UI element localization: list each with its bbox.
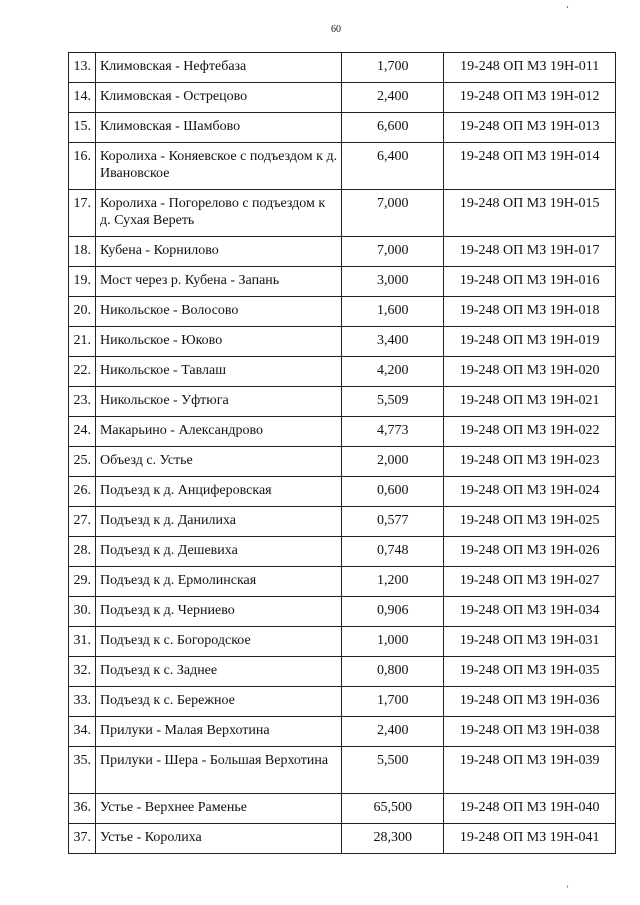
road-name: Мост через р. Кубена - Запань bbox=[95, 267, 341, 297]
road-name: Подъезд к с. Бережное bbox=[95, 687, 341, 717]
road-name: Прилуки - Шера - Большая Верхотина bbox=[95, 747, 341, 794]
road-length: 2,400 bbox=[342, 717, 444, 747]
row-number: 27. bbox=[69, 507, 96, 537]
road-code: 19-248 ОП МЗ 19Н-015 bbox=[444, 190, 616, 237]
row-number: 13. bbox=[69, 53, 96, 83]
road-name: Никольское - Волосово bbox=[95, 297, 341, 327]
road-name: Подъезд к д. Ермолинская bbox=[95, 567, 341, 597]
row-number: 30. bbox=[69, 597, 96, 627]
road-length: 1,600 bbox=[342, 297, 444, 327]
row-number: 19. bbox=[69, 267, 96, 297]
road-length: 0,600 bbox=[342, 477, 444, 507]
row-number: 16. bbox=[69, 143, 96, 190]
table-row bbox=[69, 597, 616, 627]
road-name: Никольское - Тавлаш bbox=[95, 357, 341, 387]
road-length: 0,800 bbox=[342, 657, 444, 687]
road-length: 6,600 bbox=[342, 113, 444, 143]
road-length: 3,000 bbox=[342, 267, 444, 297]
row-number: 29. bbox=[69, 567, 96, 597]
road-name: Подъезд к д. Данилиха bbox=[95, 507, 341, 537]
road-code: 19-248 ОП МЗ 19Н-031 bbox=[444, 627, 616, 657]
road-name: Устье - Королиха bbox=[95, 824, 341, 854]
row-number: 22. bbox=[69, 357, 96, 387]
row-number: 24. bbox=[69, 417, 96, 447]
table-row bbox=[69, 657, 616, 687]
row-number: 31. bbox=[69, 627, 96, 657]
table-row bbox=[69, 747, 616, 794]
road-code: 19-248 ОП МЗ 19Н-021 bbox=[444, 387, 616, 417]
table-row bbox=[69, 567, 616, 597]
road-length: 65,500 bbox=[342, 794, 444, 824]
road-code: 19-248 ОП МЗ 19Н-023 bbox=[444, 447, 616, 477]
road-name: Климовская - Шамбово bbox=[95, 113, 341, 143]
road-code: 19-248 ОП МЗ 19Н-040 bbox=[444, 794, 616, 824]
table-row bbox=[69, 83, 616, 113]
row-number: 23. bbox=[69, 387, 96, 417]
road-code: 19-248 ОП МЗ 19Н-018 bbox=[444, 297, 616, 327]
road-name: Подъезд к с. Богородское bbox=[95, 627, 341, 657]
road-code: 19-248 ОП МЗ 19Н-027 bbox=[444, 567, 616, 597]
road-name: Подъезд к д. Черниево bbox=[95, 597, 341, 627]
table-row bbox=[69, 794, 616, 824]
road-length: 0,906 bbox=[342, 597, 444, 627]
road-code: 19-248 ОП МЗ 19Н-039 bbox=[444, 747, 616, 794]
road-name: Королиха - Погорелово с подъездом к д. Сухая Вереть bbox=[95, 190, 341, 237]
road-code: 19-248 ОП МЗ 19Н-041 bbox=[444, 824, 616, 854]
row-number: 20. bbox=[69, 297, 96, 327]
roads-table-body bbox=[69, 53, 616, 854]
road-name: Никольское - Юково bbox=[95, 327, 341, 357]
road-length: 1,000 bbox=[342, 627, 444, 657]
road-name: Объезд с. Устье bbox=[95, 447, 341, 477]
table-row bbox=[69, 237, 616, 267]
table-row bbox=[69, 297, 616, 327]
row-number: 36. bbox=[69, 794, 96, 824]
corner-mark-top: ‘ bbox=[566, 4, 569, 14]
road-code: 19-248 ОП МЗ 19Н-034 bbox=[444, 597, 616, 627]
table-row bbox=[69, 507, 616, 537]
table-row bbox=[69, 537, 616, 567]
road-length: 1,200 bbox=[342, 567, 444, 597]
road-length: 3,400 bbox=[342, 327, 444, 357]
road-name: Подъезд к д. Анциферовская bbox=[95, 477, 341, 507]
road-length: 2,000 bbox=[342, 447, 444, 477]
table-row bbox=[69, 447, 616, 477]
table-row bbox=[69, 717, 616, 747]
road-length: 5,500 bbox=[342, 747, 444, 794]
row-number: 26. bbox=[69, 477, 96, 507]
table-row bbox=[69, 143, 616, 190]
row-number: 18. bbox=[69, 237, 96, 267]
road-name: Королиха - Коняевское с подъездом к д. Ивановское bbox=[95, 143, 341, 190]
corner-mark-bottom: ’ bbox=[566, 884, 569, 894]
page-number: 60 bbox=[331, 24, 341, 35]
road-name: Климовская - Острецово bbox=[95, 83, 341, 113]
table-row bbox=[69, 627, 616, 657]
road-length: 4,200 bbox=[342, 357, 444, 387]
road-length: 28,300 bbox=[342, 824, 444, 854]
table-row bbox=[69, 687, 616, 717]
road-code: 19-248 ОП МЗ 19Н-038 bbox=[444, 717, 616, 747]
road-name: Подъезд к с. Заднее bbox=[95, 657, 341, 687]
road-length: 7,000 bbox=[342, 190, 444, 237]
row-number: 32. bbox=[69, 657, 96, 687]
road-name: Кубена - Корнилово bbox=[95, 237, 341, 267]
table-row bbox=[69, 267, 616, 297]
road-code: 19-248 ОП МЗ 19Н-019 bbox=[444, 327, 616, 357]
road-length: 4,773 bbox=[342, 417, 444, 447]
roads-table bbox=[68, 52, 616, 854]
table-row bbox=[69, 113, 616, 143]
road-code: 19-248 ОП МЗ 19Н-025 bbox=[444, 507, 616, 537]
road-code: 19-248 ОП МЗ 19Н-024 bbox=[444, 477, 616, 507]
row-number: 28. bbox=[69, 537, 96, 567]
table-row bbox=[69, 327, 616, 357]
road-length: 2,400 bbox=[342, 83, 444, 113]
road-code: 19-248 ОП МЗ 19Н-017 bbox=[444, 237, 616, 267]
road-name: Подъезд к д. Дешевиха bbox=[95, 537, 341, 567]
table-row bbox=[69, 477, 616, 507]
table-row bbox=[69, 53, 616, 83]
table-row bbox=[69, 387, 616, 417]
row-number: 15. bbox=[69, 113, 96, 143]
row-number: 25. bbox=[69, 447, 96, 477]
road-code: 19-248 ОП МЗ 19Н-016 bbox=[444, 267, 616, 297]
road-length: 0,577 bbox=[342, 507, 444, 537]
row-number: 35. bbox=[69, 747, 96, 794]
road-name: Климовская - Нефтебаза bbox=[95, 53, 341, 83]
road-length: 6,400 bbox=[342, 143, 444, 190]
road-code: 19-248 ОП МЗ 19Н-026 bbox=[444, 537, 616, 567]
table-row bbox=[69, 417, 616, 447]
road-code: 19-248 ОП МЗ 19Н-012 bbox=[444, 83, 616, 113]
table-row bbox=[69, 357, 616, 387]
row-number: 37. bbox=[69, 824, 96, 854]
road-length: 0,748 bbox=[342, 537, 444, 567]
road-code: 19-248 ОП МЗ 19Н-022 bbox=[444, 417, 616, 447]
road-length: 1,700 bbox=[342, 687, 444, 717]
table-row bbox=[69, 190, 616, 237]
row-number: 21. bbox=[69, 327, 96, 357]
row-number: 14. bbox=[69, 83, 96, 113]
road-code: 19-248 ОП МЗ 19Н-035 bbox=[444, 657, 616, 687]
road-name: Прилуки - Малая Верхотина bbox=[95, 717, 341, 747]
row-number: 33. bbox=[69, 687, 96, 717]
road-length: 7,000 bbox=[342, 237, 444, 267]
road-length: 5,509 bbox=[342, 387, 444, 417]
road-name: Никольское - Уфтюга bbox=[95, 387, 341, 417]
row-number: 17. bbox=[69, 190, 96, 237]
row-number: 34. bbox=[69, 717, 96, 747]
road-code: 19-248 ОП МЗ 19Н-036 bbox=[444, 687, 616, 717]
road-code: 19-248 ОП МЗ 19Н-013 bbox=[444, 113, 616, 143]
road-code: 19-248 ОП МЗ 19Н-014 bbox=[444, 143, 616, 190]
road-code: 19-248 ОП МЗ 19Н-020 bbox=[444, 357, 616, 387]
table-row bbox=[69, 824, 616, 854]
road-code: 19-248 ОП МЗ 19Н-011 bbox=[444, 53, 616, 83]
road-name: Устье - Верхнее Раменье bbox=[95, 794, 341, 824]
road-name: Макарьино - Александрово bbox=[95, 417, 341, 447]
road-length: 1,700 bbox=[342, 53, 444, 83]
